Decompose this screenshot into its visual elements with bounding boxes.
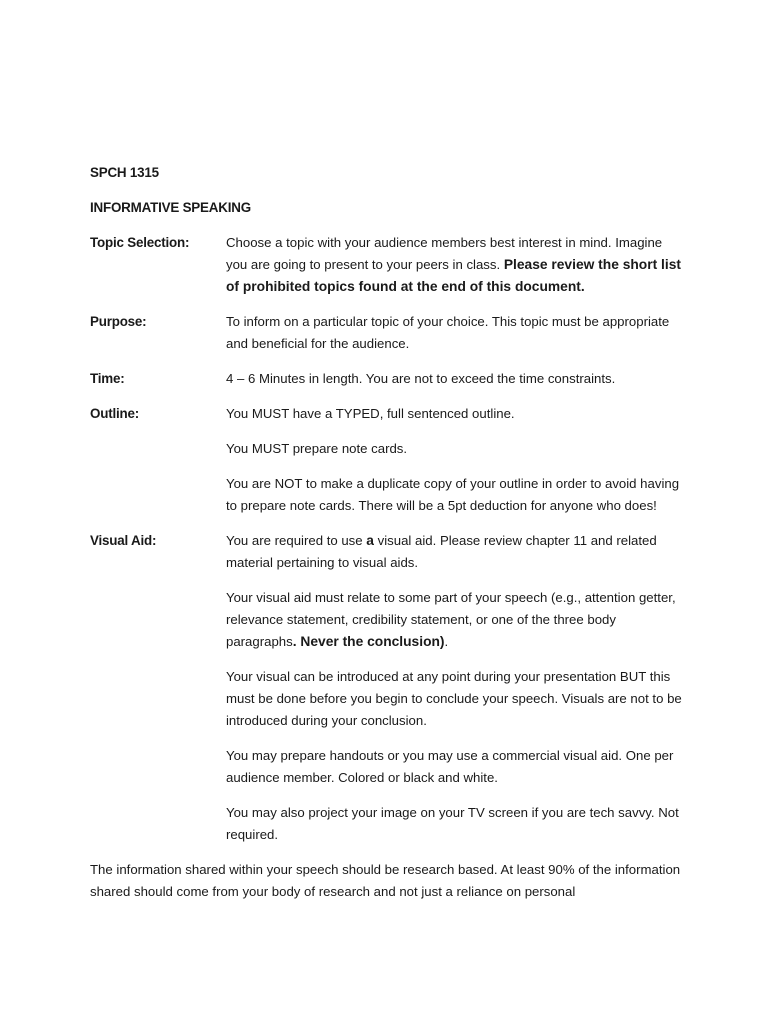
visual-aid-paragraph-timing: Your visual can be introduced at any point during your presentation BUT this must be done before you begin to conclude your speech. Visuals are not to be introduced during your conclusion. [226,669,682,728]
section-outline [90,403,682,517]
section-time [90,368,682,390]
outline-paragraph-typed: You MUST have a TYPED, full sentenced outline. [226,406,515,421]
outline-paragraph-note-cards: You MUST prepare note cards. [226,441,408,456]
section-label-time: Time: [90,371,125,386]
section-content-visual-aid [226,530,682,846]
section-purpose [90,311,682,355]
section-visual-aid [90,530,682,846]
purpose-paragraph: To inform on a particular topic of your choice. This topic must be appropriate and beneficial for the audience. [226,314,670,351]
topic-selection-text: Choose a topic with your audience members best interest in mind. Imagine you are going to present to your peers in class. [226,235,663,272]
section-label-topic-selection: Topic Selection: [90,235,190,250]
visual-aid-required-text-after: visual aid. Please review chapter 11 and related material pertaining to visual aids. [226,533,657,570]
assignment-title: INFORMATIVE SPEAKING [90,200,251,215]
section-content-purpose [226,311,682,355]
section-label-purpose: Purpose: [90,314,147,329]
prohibited-topics-notice: Please review the short list of prohibited topics found at the end of this document. [226,257,681,294]
visual-aid-relate-text-before: Your visual aid must relate to some part of your speech (e.g., attention getter, relevance statement, credibility statement, or one of the three body paragraphs [226,590,676,649]
time-paragraph: 4 – 6 Minutes in length. You are not to exceed the time constraints. [226,371,616,386]
section-label-outline: Outline: [90,406,139,421]
visual-aid-relate-text-after: . [444,634,449,649]
visual-aid-paragraph-tv-screen: You may also project your image on your TV screen if you are tech savvy. Not required. [226,805,679,842]
section-topic-selection [90,232,682,298]
visual-aid-required-text-before: You are required to use [226,533,367,548]
section-content-outline [226,403,682,517]
never-the-conclusion-emphasis: . Never the conclusion) [292,634,445,649]
visual-aid-paragraph-required [226,530,682,574]
topic-selection-paragraph [226,232,682,298]
visual-aid-paragraph-handouts: You may prepare handouts or you may use a commercial visual aid. One per audience member. Colored or black and white. [226,748,674,785]
section-label-visual-aid: Visual Aid: [90,533,157,548]
visual-aid-paragraph-relate [226,587,682,653]
document-body [90,162,682,903]
research-paragraph: The information shared within your speech should be research based. At least 90% of the information shared should come from your body of research and not just a reliance on personal [90,862,681,899]
outline-paragraph-deduction: You are NOT to make a duplicate copy of your outline in order to avoid having to prepare note cards. There will be a 5pt deduction for anyone who does! [226,476,680,513]
section-content-time [226,368,682,390]
section-content-topic-selection [226,232,682,298]
course-code: SPCH 1315 [90,165,159,180]
visual-aid-required-emphasis: a [366,533,374,548]
